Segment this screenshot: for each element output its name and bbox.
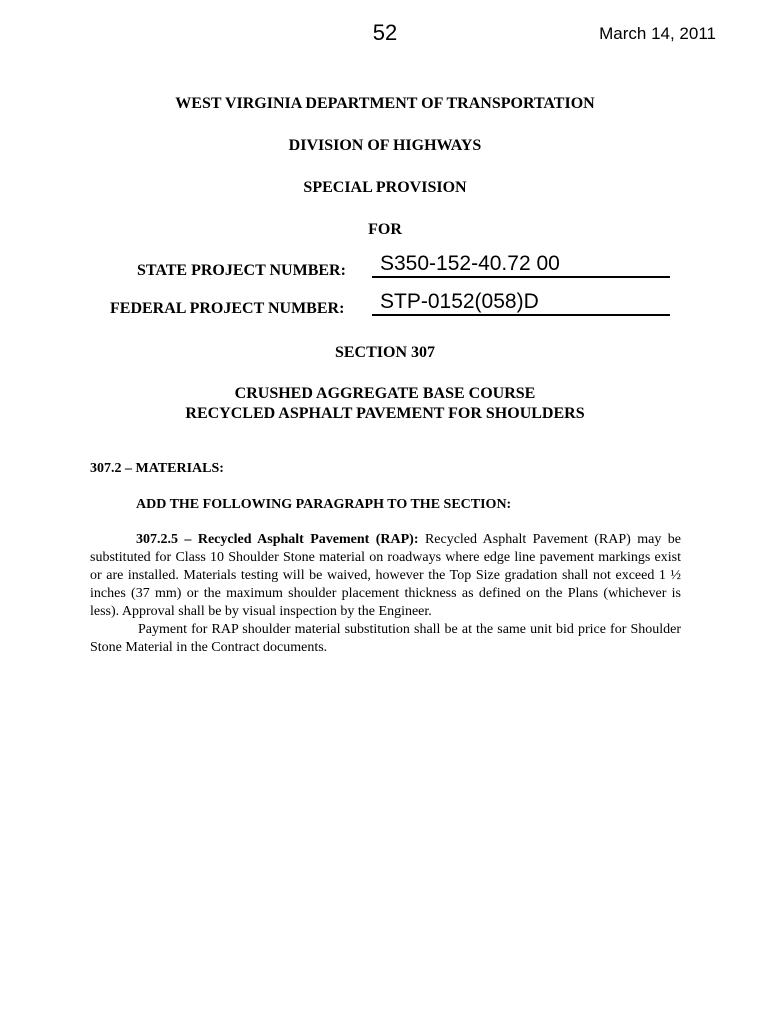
- document-date: March 14, 2011: [599, 24, 716, 43]
- for-label: FOR: [368, 221, 402, 238]
- state-project-number: S350-152-40.72 00: [372, 252, 670, 278]
- paragraph-lead: 307.2.5 – Recycled Asphalt Pavement (RAP):: [136, 532, 419, 547]
- paragraph-rap: [90, 531, 681, 657]
- document-type: SPECIAL PROVISION: [303, 179, 467, 196]
- division-title: DIVISION OF HIGHWAYS: [288, 137, 482, 154]
- section-number: SECTION 307: [334, 344, 436, 361]
- section-title-line2: RECYCLED ASPHALT PAVEMENT FOR SHOULDERS: [185, 405, 585, 422]
- paragraph-payment: Payment for RAP shoulder material substitution shall be at the same unit bid price for Shoulder Stone Material in the Contract documents.: [90, 622, 681, 655]
- federal-project-label: FEDERAL PROJECT NUMBER:: [110, 300, 345, 317]
- department-title: WEST VIRGINIA DEPARTMENT OF TRANSPORTATION: [175, 95, 595, 112]
- federal-project-number: STP-0152(058)D: [372, 290, 670, 316]
- section-title-line1: CRUSHED AGGREGATE BASE COURSE: [234, 385, 536, 402]
- instruction-text: ADD THE FOLLOWING PARAGRAPH TO THE SECTION:: [136, 497, 512, 512]
- state-project-label: STATE PROJECT NUMBER:: [137, 262, 346, 279]
- subsection-heading: 307.2 – MATERIALS:: [90, 461, 224, 476]
- paragraph-text: Recycled Asphalt Pavement (RAP) may be substituted for Class 10 Shoulder Stone material on roadways where edge line pavement markings exist or are installed. Materials testing will be waived, however the Top Size gradation shall not exceed 1 ½ inches (37 mm) or the maximum shoulder placement thickness as defined on the Plans (whichever is less). Approval shall be by visual inspection by the Engineer.: [90, 532, 681, 619]
- page-number: 52: [372, 20, 398, 45]
